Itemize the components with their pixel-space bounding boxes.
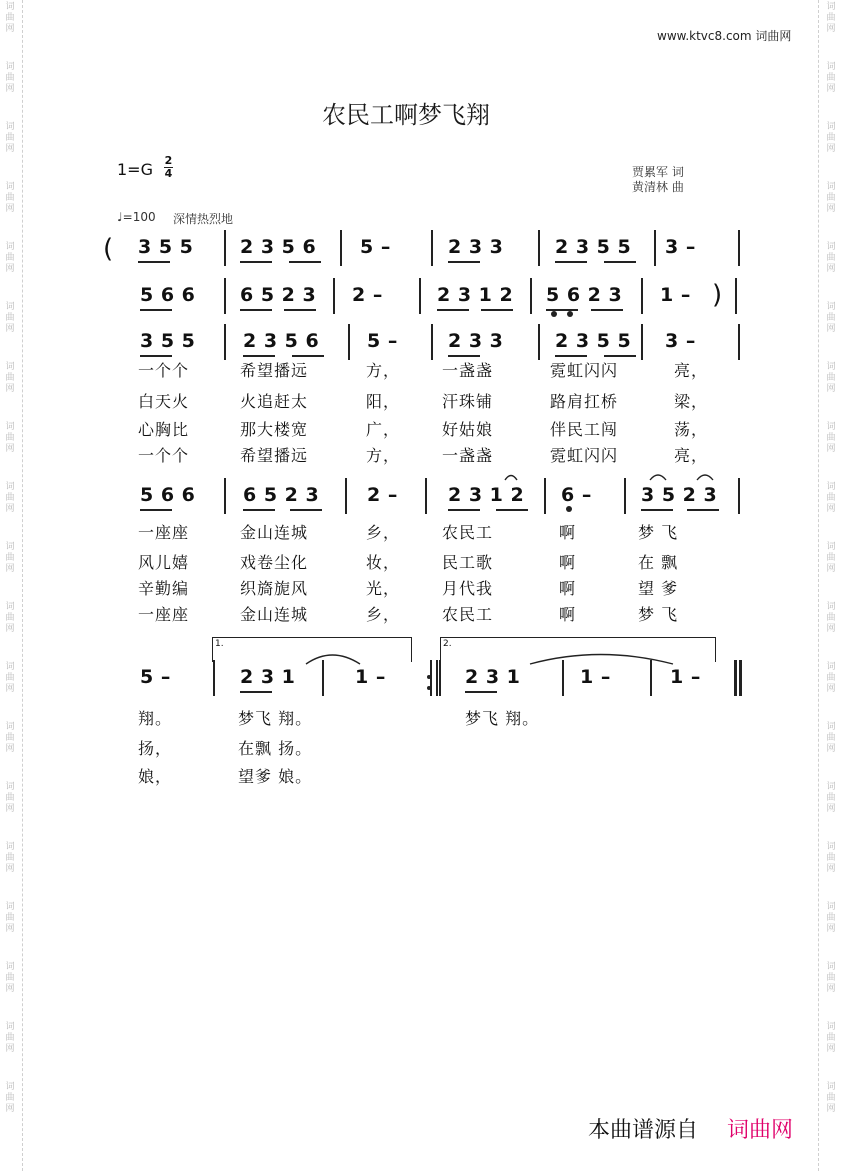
measure-notes: 2 3 5 6 [243,330,320,352]
lyric-syllables: 梦飞 翔。 [465,709,540,728]
lyric-syllables: 霓虹闪闪 [550,361,619,380]
lyric-syllables: 心胸比 [138,420,190,439]
lyric-syllables: 翔。 [138,709,173,728]
watermark-char: 网 [5,684,15,694]
measure-notes: 2 3 1 [240,666,296,688]
watermark-char: 网 [5,924,15,934]
watermark-char: 曲 [826,1033,836,1043]
lyric-syllables: 织旖旎风 [240,579,309,598]
watermark-char: 曲 [826,13,836,23]
footer-brand[interactable]: 词曲网 [727,1118,794,1143]
watermark-char: 网 [5,444,15,454]
watermark-char: 网 [826,204,836,214]
watermark-char: 曲 [5,73,15,83]
watermark-char: 词 [826,422,836,432]
watermark-char: 曲 [5,1093,15,1103]
watermark-char: 曲 [826,733,836,743]
watermark-char: 曲 [5,373,15,383]
lyric-syllables: 梦飞 翔。 [238,709,313,728]
measure-notes: 5 – [140,666,171,688]
watermark-char: 曲 [5,313,15,323]
watermark-char: 词 [5,122,15,132]
watermark-char: 曲 [826,913,836,923]
watermark-char: 词 [826,362,836,372]
volta-first-label: 1. [215,639,224,649]
lyric-syllables: 扬， [138,739,173,758]
measure-notes: 1 – [580,666,611,688]
lyric-syllables: 民工歌 [442,553,494,572]
lyricist-credit: 贾累军 词 [632,165,684,179]
measure-notes: 2 3 5 5 [555,236,632,258]
measure-notes: 3 – [665,330,696,352]
lyric-syllables: 风儿嬉 [138,553,190,572]
watermark-char: 网 [826,504,836,514]
watermark-char: 词 [5,422,15,432]
watermark-char: 词 [826,902,836,912]
watermark-char: 网 [5,1044,15,1054]
lyric-syllables: 一座座 [138,605,190,624]
expression-marking: 深情热烈地 [173,212,234,226]
watermark-char: 网 [5,204,15,214]
measure-notes: 2 – [367,484,398,506]
measure-notes: 1 – [670,666,701,688]
site-header: www.ktvc8.com 词曲网 [657,29,792,43]
lyric-syllables: 娘， [138,767,173,786]
lyric-syllables: 一盏盏 [442,446,494,465]
lyric-syllables: 希望播远 [240,446,309,465]
watermark-char: 网 [5,804,15,814]
watermark-char: 词 [5,662,15,672]
slur-12 [505,476,517,481]
lyric-syllables: 亮， [674,361,709,380]
watermark-char: 词 [826,782,836,792]
lyric-syllables: 啊 [559,605,577,624]
lyric-syllables: 那大楼宽 [240,420,309,439]
watermark-char: 网 [5,264,15,274]
watermark-char: 网 [5,1104,15,1114]
measure-notes: 5 – [360,236,391,258]
slur-23 [697,475,713,480]
lyric-syllables: 广， [366,420,401,439]
watermark-char: 曲 [826,973,836,983]
lyric-syllables: 火追赶太 [240,392,309,411]
measure-notes: 6 5 2 3 [243,484,320,506]
measure-notes: 2 3 3 [448,236,504,258]
lyric-syllables: 好姑娘 [442,420,494,439]
watermark-char: 曲 [5,733,15,743]
watermark-char: 词 [826,722,836,732]
lyric-syllables: 戏卷尘化 [240,553,309,572]
lyric-syllables: 农民工 [442,523,494,542]
lyric-syllables: 方， [366,446,401,465]
lyric-syllables: 乡， [366,523,401,542]
measure-notes: 5 6 2 3 [546,284,623,306]
lyric-syllables: 阳， [366,392,401,411]
time-sig-bottom: 4 [164,167,173,180]
watermark-char: 曲 [5,973,15,983]
tie-ending-1 [306,655,360,664]
watermark-char: 词 [5,2,15,12]
watermark-char: 词 [5,962,15,972]
measure-notes: 2 3 1 2 [448,484,525,506]
watermark-char: 曲 [826,793,836,803]
watermark-char: 网 [5,384,15,394]
watermark-char: 词 [826,842,836,852]
watermark-char: 网 [826,564,836,574]
lyric-syllables: 啊 [559,553,577,572]
watermark-char: 曲 [826,613,836,623]
watermark-char: 词 [826,542,836,552]
watermark-char: 词 [826,602,836,612]
watermark-char: 网 [826,264,836,274]
watermark-char: 曲 [5,613,15,623]
lyric-syllables: 白天火 [138,392,190,411]
watermark-char: 词 [5,902,15,912]
watermark-char: 曲 [826,853,836,863]
watermark-char: 曲 [826,553,836,563]
watermark-char: 网 [5,144,15,154]
measure-notes: 2 3 5 5 [555,330,632,352]
watermark-char: 网 [826,324,836,334]
intro-paren-close: ) [712,280,723,310]
watermark-char: 词 [5,182,15,192]
lyric-syllables: 妆， [366,553,401,572]
measure-notes: 3 5 5 [138,236,194,258]
watermark-char: 网 [826,444,836,454]
measure-notes: 2 3 5 6 [240,236,317,258]
watermark-char: 网 [826,624,836,634]
watermark-char: 网 [5,324,15,334]
measure-notes: 2 3 1 2 [437,284,514,306]
lyric-syllables: 一盏盏 [442,361,494,380]
watermark-char: 网 [826,804,836,814]
lyric-syllables: 农民工 [442,605,494,624]
watermark-char: 网 [5,984,15,994]
lyric-syllables: 霓虹闪闪 [550,446,619,465]
watermark-char: 词 [5,1022,15,1032]
watermark-char: 曲 [826,253,836,263]
lyric-syllables: 在 飘 [638,553,679,572]
watermark-char: 曲 [5,193,15,203]
watermark-char: 词 [826,302,836,312]
watermark-char: 网 [5,864,15,874]
watermark-char: 曲 [5,253,15,263]
measure-notes: 2 – [352,284,383,306]
watermark-char: 曲 [5,553,15,563]
watermark-char: 网 [826,84,836,94]
lyric-syllables: 亮， [674,446,709,465]
watermark-char: 网 [826,984,836,994]
watermark-char: 曲 [826,373,836,383]
lyric-syllables: 荡， [674,420,709,439]
measure-notes: 6 5 2 3 [240,284,317,306]
measure-notes: 5 – [367,330,398,352]
measure-notes: 2 3 3 [448,330,504,352]
footer-source: 本曲谱源自 [588,1118,699,1143]
watermark-char: 曲 [826,673,836,683]
tie-ending-2 [530,655,673,665]
lyric-syllables: 一座座 [138,523,190,542]
watermark-char: 词 [5,722,15,732]
watermark-char: 曲 [826,193,836,203]
measure-notes: 5 6 6 [140,284,196,306]
watermark-char: 曲 [5,1033,15,1043]
watermark-char: 词 [5,482,15,492]
watermark-char: 词 [826,182,836,192]
watermark-char: 曲 [5,13,15,23]
watermark-char: 词 [5,542,15,552]
watermark-char: 网 [826,924,836,934]
watermark-char: 词 [5,362,15,372]
watermark-char: 网 [826,1044,836,1054]
measure-notes: 5 6 6 [140,484,196,506]
watermark-char: 网 [826,864,836,874]
watermark-char: 词 [5,242,15,252]
watermark-char: 词 [826,1022,836,1032]
watermark-char: 网 [826,744,836,754]
watermark-char: 词 [5,302,15,312]
tempo-marking: ♩=100 [117,210,156,224]
lyric-syllables: 啊 [559,523,577,542]
watermark-char: 曲 [5,433,15,443]
measure-notes: 1 – [660,284,691,306]
time-sig-top: 2 [164,154,173,167]
lyric-syllables: 在飘 扬。 [238,739,313,758]
watermark-char: 词 [5,842,15,852]
lyric-syllables: 汗珠铺 [442,392,494,411]
lyric-syllables: 方， [366,361,401,380]
watermark-char: 词 [5,1082,15,1092]
intro-paren-open: ( [103,234,114,264]
lyric-syllables: 望 爹 [638,579,679,598]
volta-second-label: 2. [443,639,452,649]
watermark-char: 曲 [826,133,836,143]
watermark-char: 曲 [826,433,836,443]
composer-credit: 黄清林 曲 [632,180,684,194]
measure-notes: 3 5 2 3 [641,484,718,506]
watermark-char: 词 [826,662,836,672]
song-title: 农民工啊梦飞翔 [322,101,490,129]
watermark-char: 曲 [826,1093,836,1103]
watermark-char: 词 [826,2,836,12]
measure-notes: 3 – [665,236,696,258]
watermark-char: 网 [5,624,15,634]
watermark-char: 词 [5,782,15,792]
measure-notes: 2 3 1 [465,666,521,688]
measure-notes: 6 – [561,484,592,506]
watermark-char: 网 [5,24,15,34]
watermark-char: 词 [5,62,15,72]
watermark-char: 词 [5,602,15,612]
lyric-syllables: 一个个 [138,446,190,465]
lyric-syllables: 金山连城 [240,605,309,624]
watermark-char: 网 [5,504,15,514]
lyric-syllables: 一个个 [138,361,190,380]
lyric-syllables: 路肩扛桥 [550,392,619,411]
watermark-char: 曲 [5,913,15,923]
watermark-char: 网 [826,144,836,154]
lyric-syllables: 啊 [559,579,577,598]
watermark-char: 网 [826,24,836,34]
watermark-char: 曲 [5,673,15,683]
lyric-syllables: 月代我 [442,579,494,598]
watermark-char: 曲 [5,853,15,863]
lyric-syllables: 梁， [674,392,709,411]
lyric-syllables: 希望播远 [240,361,309,380]
lyric-syllables: 乡， [366,605,401,624]
watermark-char: 网 [826,1104,836,1114]
key-signature: 1=G [117,160,153,179]
lyric-syllables: 望爹 娘。 [238,767,313,786]
lyric-syllables: 伴民工闯 [550,420,619,439]
watermark-char: 曲 [5,133,15,143]
lyric-syllables: 金山连城 [240,523,309,542]
watermark-char: 网 [5,564,15,574]
measure-notes: 1 – [355,666,386,688]
slur-35 [650,475,666,480]
watermark-char: 词 [826,122,836,132]
lyric-syllables: 梦 飞 [638,605,679,624]
watermark-char: 网 [5,84,15,94]
watermark-char: 网 [5,744,15,754]
watermark-char: 词 [826,242,836,252]
lyric-syllables: 辛勤编 [138,579,190,598]
watermark-char: 网 [826,384,836,394]
watermark-char: 词 [826,962,836,972]
watermark-char: 词 [826,482,836,492]
watermark-char: 曲 [826,73,836,83]
lyric-syllables: 光， [366,579,401,598]
lyric-syllables: 梦 飞 [638,523,679,542]
watermark-char: 曲 [826,493,836,503]
measure-notes: 3 5 5 [140,330,196,352]
watermark-char: 曲 [5,793,15,803]
watermark-char: 词 [826,62,836,72]
watermark-char: 曲 [5,493,15,503]
watermark-char: 曲 [826,313,836,323]
watermark-char: 词 [826,1082,836,1092]
watermark-char: 网 [826,684,836,694]
